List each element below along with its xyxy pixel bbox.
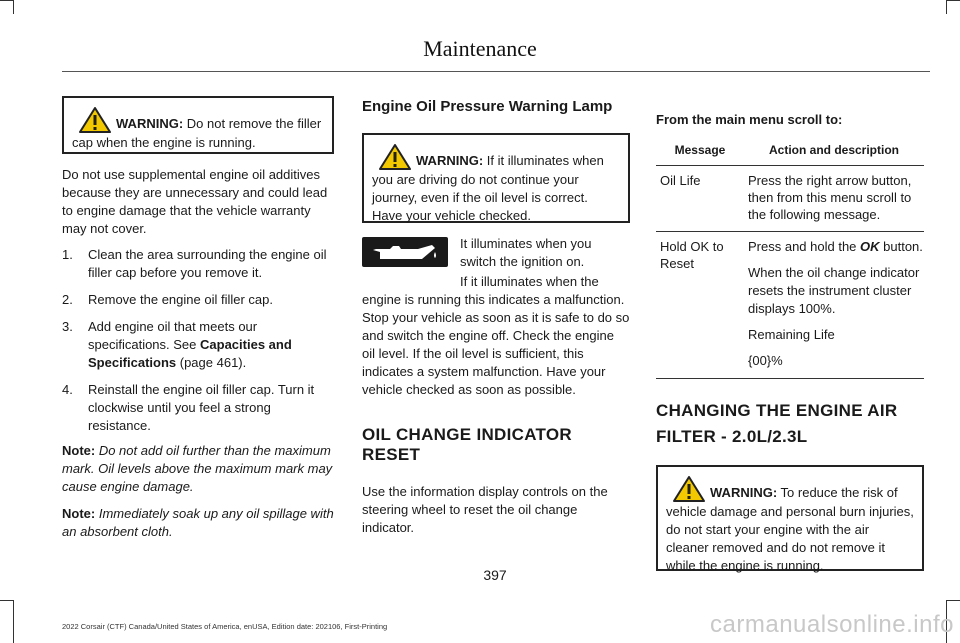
- list-item: 4. Reinstall the engine oil filler cap. Turn it clockwise until you feel a strong resistance.: [62, 382, 315, 433]
- table-row: [656, 232, 924, 379]
- table-header-message: Message: [656, 136, 744, 166]
- oil-steps-list: [62, 246, 336, 435]
- warning-triangle-icon: [672, 475, 706, 503]
- oil-change-table: [656, 136, 924, 379]
- lamp-row: [362, 235, 630, 271]
- additives-paragraph: Do not use supplemental engine oil additives because they are unnecessary and could lead to engine damage that the vehicle warranty may not cover.: [62, 167, 328, 236]
- air-filter-heading: CHANGING THE ENGINE AIR FILTER - 2.0L/2.3L: [656, 401, 898, 446]
- warning-triangle-icon: [378, 143, 412, 171]
- list-item: 3. Add engine oil that meets our specifications. See Capacities and Specifications (page 461).: [62, 319, 292, 370]
- watermark: carmanualsonline.info: [710, 611, 954, 638]
- page-number: 397: [483, 567, 507, 583]
- warning-box-oil-pressure: WARNING: If it illuminates when you are driving do not continue your journey, even if the oil level is correct. Have your vehicle checked.: [362, 133, 630, 223]
- capacities-link[interactable]: Capacities and Specifications: [88, 337, 292, 370]
- oil-pressure-heading: Engine Oil Pressure Warning Lamp: [362, 98, 613, 115]
- table-row: [656, 166, 924, 232]
- header-rule: [62, 71, 930, 72]
- table-cell-message: Oil Life: [656, 166, 744, 232]
- crop-mark: [13, 0, 14, 14]
- warning-triangle-icon: [78, 106, 112, 134]
- crop-mark: [0, 600, 14, 601]
- crop-mark: [946, 0, 947, 14]
- middle-column: [362, 98, 630, 537]
- list-item: 2. Remove the engine oil filler cap.: [62, 292, 273, 307]
- crop-mark: [13, 600, 14, 643]
- malfunction-paragraph: If it illuminates when the engine is running this indicates a malfunction. Stop your vehicle as soon as it is safe to do so and switch the engine off. Check the engine oil level. If the oil level is sufficient, this indicates a system malfunction. Have your vehicle checked as soon as possible.: [362, 274, 630, 397]
- warning-box-filler-cap: [62, 96, 334, 154]
- table-cell-action: Press and hold the OK button. When the oil change indicator resets the instrument cluster displays 100%. Remaining Life {00}%: [744, 232, 924, 379]
- oil-change-reset-heading: OIL CHANGE INDICATOR RESET: [362, 425, 573, 464]
- warning-text: Do not remove the filler cap when the engine is running.: [72, 116, 322, 150]
- oil-can-icon: [362, 237, 448, 267]
- lamp-text: It illuminates when you switch the ignition on.: [460, 236, 592, 269]
- footer-edition: 2022 Corsair (CTF) Canada/United States of America, enUSA, Edition date: 202106, First-Printing: [62, 622, 388, 631]
- warning-label: WARNING:: [116, 116, 184, 131]
- oil-lamp-tile: [362, 237, 448, 267]
- note-max-mark: Note: Do not add oil further than the maximum mark. Oil levels above the maximum mark may cause engine damage.: [62, 443, 333, 494]
- table-cell-message: Hold OK to Reset: [656, 232, 744, 379]
- table-header-action: Action and description: [744, 136, 924, 166]
- list-item: 1. Clean the area surrounding the engine oil filler cap before you remove it.: [62, 247, 327, 280]
- page-title: Maintenance: [423, 36, 537, 61]
- left-column: [62, 96, 336, 541]
- table-cell-action: Press the right arrow button, then from this menu scroll to the following message.: [744, 166, 924, 232]
- warning-box-air-filter: WARNING: To reduce the risk of vehicle damage and personal burn injuries, do not start your engine with the air cleaner removed and do not remove it while the engine is running.: [656, 465, 924, 571]
- note-spillage: Note: Immediately soak up any oil spillage with an absorbent cloth.: [62, 506, 334, 539]
- menu-lead: From the main menu scroll to:: [656, 112, 843, 127]
- reset-paragraph: Use the information display controls on the steering wheel to reset the oil change indicator.: [362, 484, 608, 535]
- crop-mark: [946, 0, 960, 1]
- crop-mark: [946, 600, 960, 601]
- right-column: [656, 111, 926, 571]
- crop-mark: [0, 0, 14, 1]
